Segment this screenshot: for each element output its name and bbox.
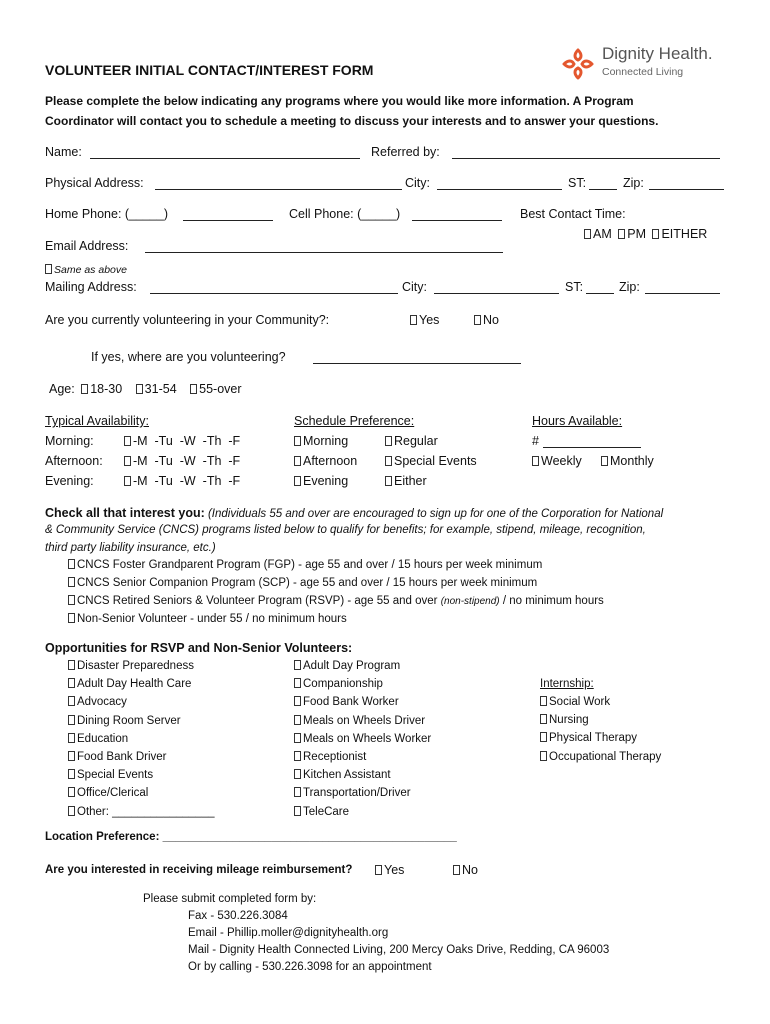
opportunity-item xyxy=(68,806,214,818)
opportunity-label: Advocacy xyxy=(77,696,127,709)
pm-label: PM xyxy=(627,227,646,241)
availability-evening-label: Evening: xyxy=(45,474,94,488)
internship-label: Physical Therapy xyxy=(549,732,637,745)
mailing-st-field[interactable] xyxy=(586,293,614,294)
opportunity-checkbox[interactable] xyxy=(294,806,301,816)
program-rsvp xyxy=(68,595,604,607)
opportunities-title: Opportunities for RSVP and Non-Senior Volunteers: xyxy=(45,641,353,655)
opportunity-label: Other: ________________ xyxy=(77,805,215,818)
schedule-special-events xyxy=(385,454,477,468)
program-fgp-checkbox[interactable] xyxy=(68,559,75,569)
hours-weekly-checkbox[interactable] xyxy=(532,456,539,466)
name-label: Name: xyxy=(45,145,82,159)
program-fgp-label: CNCS Foster Grandparent Program (FGP) - age 55 and over / 15 hours per week minimum xyxy=(77,559,543,571)
currently-volunteering-question: Are you currently volunteering in your Community?: xyxy=(45,313,330,327)
age-18-30-checkbox[interactable] xyxy=(81,384,88,394)
am-checkbox[interactable] xyxy=(584,229,591,239)
schedule-regular xyxy=(385,434,438,448)
internship-title: Internship: xyxy=(540,678,594,690)
opportunity-item xyxy=(68,751,166,763)
submit-fax: Fax - 530.226.3084 xyxy=(188,910,288,922)
schedule-special-events-checkbox[interactable] xyxy=(385,456,392,466)
internship-label: Nursing xyxy=(549,714,589,727)
opportunity-checkbox[interactable] xyxy=(68,751,75,761)
physical-address-field[interactable] xyxy=(155,189,402,190)
internship-checkbox[interactable] xyxy=(540,751,547,761)
internship-checkbox[interactable] xyxy=(540,732,547,742)
mailing-city-label: City: xyxy=(402,280,427,294)
age-18-30-label: 18-30 xyxy=(90,382,123,396)
hours-weekly xyxy=(532,454,582,468)
opportunity-label: Office/Clerical xyxy=(77,787,149,800)
volunteering-no-checkbox[interactable] xyxy=(474,315,481,325)
program-rsvp-hours: / no minimum hours xyxy=(499,595,604,607)
st-field[interactable] xyxy=(589,189,617,190)
opportunity-item xyxy=(294,787,411,799)
opportunity-item xyxy=(294,769,391,781)
mileage-no xyxy=(453,863,478,877)
opportunity-label: Transportation/Driver xyxy=(303,787,411,800)
same-as-above xyxy=(45,264,127,276)
opportunity-item xyxy=(68,787,148,799)
same-as-above-checkbox[interactable] xyxy=(45,264,52,274)
same-as-above-label: Same as above xyxy=(54,264,127,276)
mailing-zip-field[interactable] xyxy=(645,293,720,294)
opportunity-checkbox[interactable] xyxy=(68,660,75,670)
age-row xyxy=(49,382,242,396)
program-rsvp-label: CNCS Retired Seniors & Volunteer Program (RSVP) - age 55 and over xyxy=(77,595,441,607)
mailing-address-field[interactable] xyxy=(150,293,398,294)
opportunity-checkbox[interactable] xyxy=(294,678,301,688)
opportunity-label: Receptionist xyxy=(303,751,367,763)
mailing-zip-label: Zip: xyxy=(619,280,640,294)
opportunity-item xyxy=(68,733,128,745)
where-volunteering-field[interactable] xyxy=(313,363,521,364)
opportunity-item xyxy=(294,696,399,708)
opportunity-checkbox[interactable] xyxy=(68,806,75,816)
opportunity-label: Dining Room Server xyxy=(77,714,181,727)
opportunity-item xyxy=(294,678,383,690)
opportunity-item xyxy=(68,678,191,690)
mailing-city-field[interactable] xyxy=(434,293,559,294)
program-rsvp-non-stipend: (non-stipend) xyxy=(440,596,500,607)
zip-label: Zip: xyxy=(623,176,644,190)
internship-item xyxy=(540,696,610,708)
opportunity-checkbox[interactable] xyxy=(294,751,301,761)
age-55-over-label: 55-over xyxy=(199,382,242,396)
opportunity-label: Companionship xyxy=(303,678,383,691)
program-scp xyxy=(68,577,537,589)
internship-label: Occupational Therapy xyxy=(549,750,662,763)
schedule-morning-checkbox[interactable] xyxy=(294,436,301,446)
opportunity-label: Kitchen Assistant xyxy=(303,769,391,782)
referred-label: Referred by: xyxy=(371,145,440,159)
where-volunteering-label: If yes, where are you volunteering? xyxy=(91,350,286,364)
hours-monthly-label: Monthly xyxy=(610,454,654,468)
submit-intro: Please submit completed form by: xyxy=(143,893,317,905)
intro-line-2: Coordinator will contact you to schedule a meeting to discuss your interests and to answer your questions. xyxy=(45,114,659,128)
mileage-no-label: No xyxy=(462,863,478,877)
schedule-afternoon-checkbox[interactable] xyxy=(294,456,301,466)
internship-checkbox[interactable] xyxy=(540,714,547,724)
home-phone-field[interactable] xyxy=(183,220,273,221)
opportunity-label: Food Bank Worker xyxy=(303,696,399,709)
opportunity-item xyxy=(68,769,153,781)
availability-afternoon-days[interactable] xyxy=(124,454,240,468)
availability-afternoon-label: Afternoon: xyxy=(45,454,103,468)
opportunity-checkbox[interactable] xyxy=(294,715,301,725)
opportunity-label: TeleCare xyxy=(303,805,350,818)
availability-morning-days[interactable] xyxy=(124,434,240,448)
opportunity-checkbox[interactable] xyxy=(68,678,75,688)
volunteering-no xyxy=(474,313,499,327)
hours-monthly xyxy=(601,454,654,468)
logo-name: Dignity Health. xyxy=(602,44,713,63)
schedule-special-events-label: Special Events xyxy=(394,454,477,468)
typical-availability-title: Typical Availability: xyxy=(45,414,149,428)
internship-item xyxy=(540,714,589,726)
schedule-afternoon xyxy=(294,454,357,468)
logo-sub: Connected Living xyxy=(602,66,684,78)
opportunity-item xyxy=(68,660,194,672)
opportunity-item xyxy=(68,715,181,727)
day-options: -M -Tu -W -Th -F xyxy=(133,474,241,488)
home-phone-label: Home Phone: (_____) xyxy=(45,207,168,221)
opportunity-checkbox[interactable] xyxy=(68,733,75,743)
opportunity-label: Education xyxy=(77,732,129,745)
st-label: ST: xyxy=(568,176,587,190)
program-non-senior-checkbox[interactable] xyxy=(68,613,75,623)
opportunity-checkbox[interactable] xyxy=(68,715,75,725)
dignity-health-logo-icon xyxy=(560,46,596,82)
age-55-over-checkbox[interactable] xyxy=(190,384,197,394)
mileage-yes-label: Yes xyxy=(384,863,405,877)
opportunity-label: Special Events xyxy=(77,769,154,782)
opportunity-checkbox[interactable] xyxy=(294,696,301,706)
pm-checkbox[interactable] xyxy=(618,229,625,239)
day-options: -M -Tu -W -Th -F xyxy=(133,454,241,468)
interest-note-1: (Individuals 55 and over are encouraged to sign up for one of the Corporation for National xyxy=(207,508,664,520)
opportunity-label: Meals on Wheels Worker xyxy=(303,732,432,745)
schedule-regular-label: Regular xyxy=(394,434,438,448)
mileage-yes-checkbox[interactable] xyxy=(375,865,382,875)
mileage-no-checkbox[interactable] xyxy=(453,865,460,875)
opportunity-label: Food Bank Driver xyxy=(77,751,167,763)
interest-label: Check all that interest you: xyxy=(45,506,205,520)
hours-field[interactable] xyxy=(543,447,641,448)
age-label: Age: xyxy=(49,382,75,396)
opportunity-label: Adult Day Program xyxy=(303,660,401,672)
city-field[interactable] xyxy=(437,189,562,190)
opportunity-label: Meals on Wheels Driver xyxy=(303,714,426,727)
location-preference: Location Preference: ______________________________________________ xyxy=(45,831,457,843)
mailing-st-label: ST: xyxy=(565,280,584,294)
submit-email: Email - Phillip.moller@dignityhealth.org xyxy=(188,927,389,939)
age-31-54-label: 31-54 xyxy=(144,382,177,396)
day-options: -M -Tu -W -Th -F xyxy=(133,434,241,448)
opportunity-checkbox[interactable] xyxy=(294,787,301,797)
program-non-senior-label: Non-Senior Volunteer - under 55 / no minimum hours xyxy=(77,613,347,625)
city-label: City: xyxy=(405,176,430,190)
day-checkbox-icon[interactable] xyxy=(124,456,131,466)
best-contact-time-label: Best Contact Time: xyxy=(520,207,626,221)
either-checkbox[interactable] xyxy=(652,229,659,239)
opportunity-checkbox[interactable] xyxy=(294,769,301,779)
age-31-54-checkbox[interactable] xyxy=(136,384,143,394)
opportunity-item xyxy=(294,806,349,818)
schedule-either xyxy=(385,474,427,488)
availability-morning-label: Morning: xyxy=(45,434,94,448)
internship-checkbox[interactable] xyxy=(540,696,547,706)
opportunity-checkbox[interactable] xyxy=(68,769,75,779)
mileage-yes xyxy=(375,863,404,877)
schedule-morning xyxy=(294,434,348,448)
interest-note-3: third party liability insurance, etc.) xyxy=(45,542,216,554)
either-label: EITHER xyxy=(661,227,708,241)
schedule-evening-label: Evening xyxy=(303,474,349,488)
cell-phone-label: Cell Phone: (_____) xyxy=(289,207,401,221)
physical-address-label: Physical Address: xyxy=(45,176,144,190)
name-field[interactable] xyxy=(90,158,360,159)
program-fgp xyxy=(68,559,542,571)
internship-label: Social Work xyxy=(549,696,611,708)
submit-mail: Mail - Dignity Health Connected Living, 200 Mercy Oaks Drive, Redding, CA 96003 xyxy=(188,944,610,956)
opportunity-item xyxy=(294,733,431,745)
opportunity-checkbox[interactable] xyxy=(294,660,301,670)
submit-call: Or by calling - 530.226.3098 for an appointment xyxy=(188,961,432,973)
schedule-preference-title: Schedule Preference: xyxy=(294,414,415,428)
opportunity-checkbox[interactable] xyxy=(68,696,75,706)
am-label: AM xyxy=(593,227,612,241)
form-title: VOLUNTEER INITIAL CONTACT/INTEREST FORM xyxy=(45,62,374,78)
volunteering-yes-label: Yes xyxy=(419,313,440,327)
best-time-options xyxy=(584,227,707,241)
schedule-regular-checkbox[interactable] xyxy=(385,436,392,446)
cell-phone-field[interactable] xyxy=(412,220,502,221)
day-checkbox-icon[interactable] xyxy=(124,436,131,446)
internship-item xyxy=(540,732,637,744)
hours-weekly-label: Weekly xyxy=(541,454,582,468)
hours-available-title: Hours Available: xyxy=(532,414,623,428)
mileage-question: Are you interested in receiving mileage reimbursement? xyxy=(45,864,353,876)
hours-hash: # xyxy=(532,434,539,448)
internship-item xyxy=(540,751,661,763)
opportunity-item xyxy=(68,696,127,708)
volunteering-yes xyxy=(410,313,439,327)
program-non-senior xyxy=(68,613,347,625)
program-scp-label: CNCS Senior Companion Program (SCP) - age 55 and over / 15 hours per week minimum xyxy=(77,577,538,589)
opportunity-label: Adult Day Health Care xyxy=(77,678,192,691)
schedule-morning-label: Morning xyxy=(303,434,349,448)
opportunity-item xyxy=(294,751,366,763)
interest-intro xyxy=(45,506,663,520)
volunteering-yes-checkbox[interactable] xyxy=(410,315,417,325)
mailing-address-label: Mailing Address: xyxy=(45,280,137,294)
program-rsvp-checkbox[interactable] xyxy=(68,595,75,605)
opportunity-item xyxy=(294,660,400,672)
opportunity-checkbox[interactable] xyxy=(294,733,301,743)
interest-note-2: & Community Service (CNCS) programs listed below to qualify for benefits; for example, stipend, mileage, recognition, xyxy=(45,524,646,536)
zip-field[interactable] xyxy=(649,189,724,190)
availability-evening-days[interactable] xyxy=(124,474,240,488)
volunteering-no-label: No xyxy=(483,313,499,327)
referred-field[interactable] xyxy=(452,158,720,159)
schedule-evening xyxy=(294,474,348,488)
intro-line-1: Please complete the below indicating any programs where you would like more information. A Program xyxy=(45,94,634,108)
opportunity-label: Disaster Preparedness xyxy=(77,660,194,672)
program-scp-checkbox[interactable] xyxy=(68,577,75,587)
schedule-either-checkbox[interactable] xyxy=(385,476,392,486)
schedule-evening-checkbox[interactable] xyxy=(294,476,301,486)
day-checkbox-icon[interactable] xyxy=(124,476,131,486)
email-label: Email Address: xyxy=(45,239,129,253)
email-field[interactable] xyxy=(145,252,503,253)
schedule-either-label: Either xyxy=(394,474,427,488)
opportunity-checkbox[interactable] xyxy=(68,787,75,797)
opportunity-item xyxy=(294,715,425,727)
schedule-afternoon-label: Afternoon xyxy=(303,454,358,468)
hours-monthly-checkbox[interactable] xyxy=(601,456,608,466)
